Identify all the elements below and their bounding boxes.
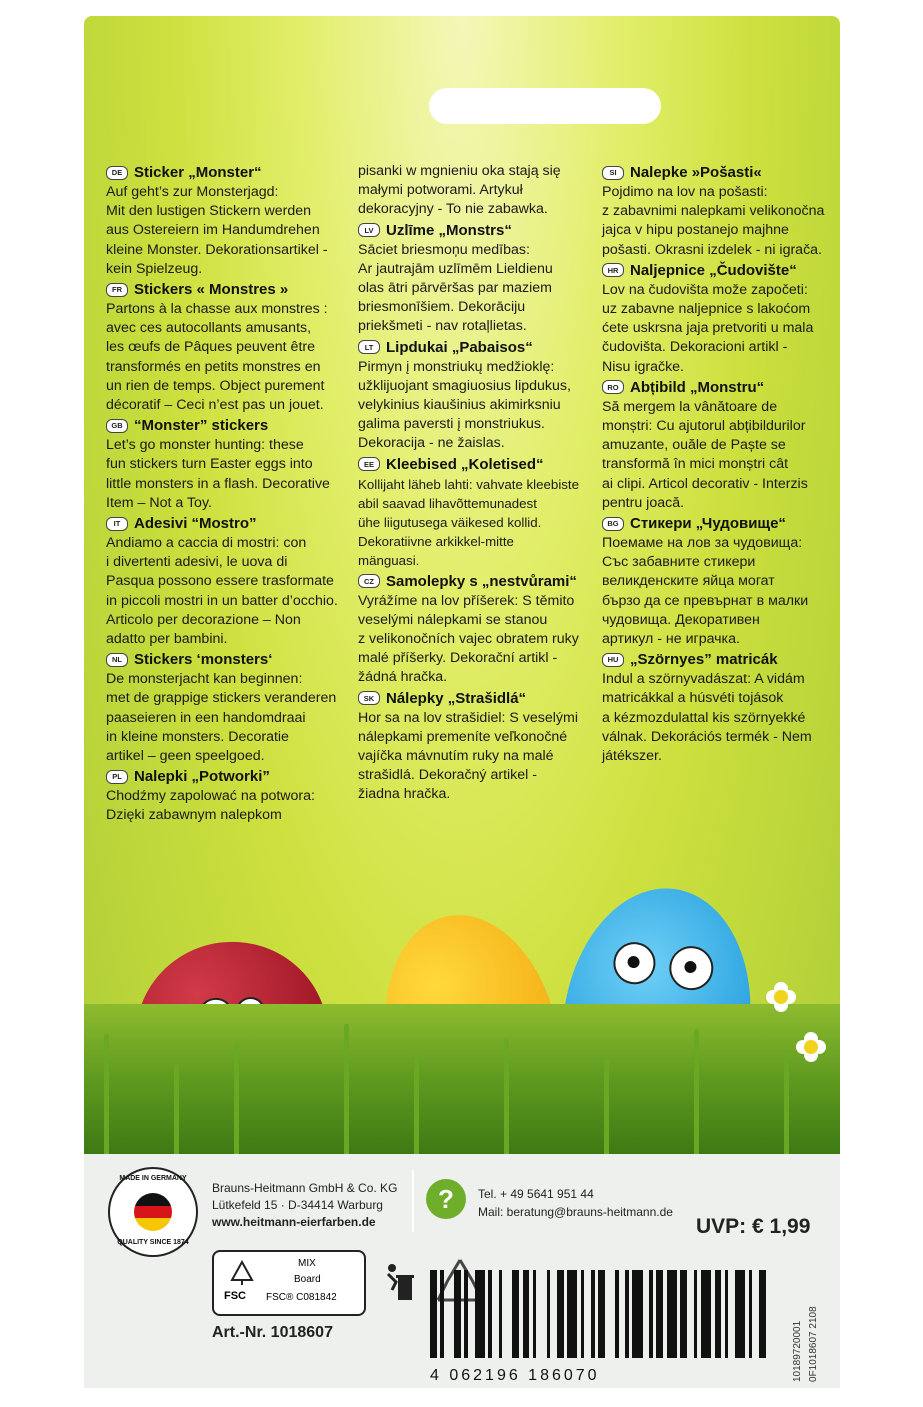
line: ai clipi. Articol decorativ - Interzis: [602, 475, 808, 492]
line: Articolo per decorazione – Non: [106, 611, 301, 628]
line: ühe liigutusega väikesed kollid.: [358, 515, 542, 531]
section-si: [602, 162, 854, 260]
barcode-bar: [536, 1270, 546, 1358]
line: užklijuojant smagiuosius lipdukus,: [358, 377, 571, 394]
barcode-bar: [735, 1270, 745, 1358]
line: a kézmozdulattal kis szörnyekké: [602, 709, 806, 726]
section-title: Uzlīme „Monstrs“: [386, 221, 512, 239]
lang-badge: FR: [106, 283, 128, 297]
section-cz: [358, 571, 610, 688]
barcode-bar: [728, 1270, 735, 1358]
line: žádná hračka.: [358, 669, 448, 686]
barcode-bar: [619, 1270, 626, 1358]
text-column-2: [358, 162, 610, 805]
section-bg: [602, 513, 854, 649]
section-title: Lipdukai „Pabaisos“: [386, 338, 533, 356]
line: Dzięki zabawnym nalepkom: [106, 807, 282, 824]
contact-phone: Tel. + 49 5641 951 44: [478, 1187, 594, 1201]
line: abil saavad lihavõttemunadest: [358, 495, 537, 511]
section-title: Stickers « Monstres »: [134, 281, 289, 299]
lang-badge: BG: [602, 517, 624, 531]
section-pl-cont: [358, 162, 610, 220]
line: mänguasi.: [358, 553, 420, 569]
seal-bottom-text: QUALITY SINCE 1874: [117, 1239, 189, 1246]
fsc-label: [212, 1250, 366, 1316]
side-code-1: 10189720001: [792, 1320, 803, 1382]
company-name: Brauns-Heitmann GmbH & Co. KG: [212, 1181, 398, 1195]
line: Să mergem la vânătoare de: [602, 398, 778, 415]
daisy-icon: [774, 990, 788, 1004]
trash-bin-icon: [384, 1262, 414, 1302]
fsc-mix: MIX: [298, 1258, 316, 1269]
barcode-bar: [643, 1270, 650, 1358]
line: Chodźmy zapolować na potwora:: [106, 788, 315, 805]
line: artikel – geen speelgoed.: [106, 748, 265, 765]
barcode-bar: [759, 1270, 766, 1358]
side-code-2: 0F1018607 2108: [808, 1306, 819, 1382]
barcode-bar: [567, 1270, 577, 1358]
line: Kollijaht läheb lahti: vahvate kleebiste: [358, 476, 580, 492]
line: vajíčka mávnutím ruky na malé: [358, 748, 554, 765]
price-label: UVP: € 1,99: [696, 1215, 811, 1238]
line: великденските яйца могат: [602, 573, 775, 590]
line: olas ātri pārvēršas par maziem: [358, 280, 552, 297]
line: Pasqua possono essere trasformate: [106, 573, 334, 590]
line: briesmonīšiem. Dekorāciju: [358, 299, 526, 316]
section-sk: [358, 688, 610, 805]
lang-badge: SK: [358, 691, 380, 705]
lang-badge: HR: [602, 263, 624, 277]
section-title: “Monster” stickers: [134, 417, 269, 435]
line: Lov na čudovišta može započeti:: [602, 281, 808, 298]
section-de: [106, 162, 358, 279]
section-nl: [106, 649, 358, 766]
seal-top-text: MADE IN GERMANY: [119, 1175, 187, 1182]
line: malé příšerky. Dekorační artikl -: [358, 650, 558, 667]
section-lv: [358, 220, 610, 337]
barcode-bar: [512, 1270, 519, 1358]
barcode-bar: [523, 1270, 530, 1358]
line: met de grappige stickers veranderen: [106, 690, 337, 707]
line: Auf geht’s zur Monsterjagd:: [106, 184, 279, 200]
section-title: Stickers ‘monsters‘: [134, 651, 273, 669]
barcode-bar: [605, 1270, 615, 1358]
hang-hole: [429, 88, 661, 124]
eye-icon: [611, 939, 658, 986]
line: Ar jautrajām uzlīmēm Lieldienu: [358, 260, 553, 277]
line: válnak. Dekorációs termék - Nem: [602, 728, 812, 745]
company-website[interactable]: www.heitmann-eierfarben.de: [212, 1215, 376, 1229]
section-title: Naljepnice „Čudovište“: [630, 261, 797, 279]
barcode-bar: [752, 1270, 759, 1358]
line: avec ces autocollants amusants,: [106, 320, 312, 337]
line: Indul a szörnyvadászat: A vidám: [602, 671, 805, 688]
barcode-bar: [557, 1270, 564, 1358]
line: paaseieren in een handomdraai: [106, 709, 306, 726]
line: Pojdimo na lov na pošasti:: [602, 184, 768, 200]
fsc-logo-text: FSC: [224, 1290, 246, 1302]
line: Dekoracija - ne žaislas.: [358, 435, 505, 452]
section-it: [106, 513, 358, 649]
line: aus Ostereiern im Handumdrehen: [106, 222, 320, 239]
barcode-bar: [656, 1270, 663, 1358]
fsc-board: Board: [294, 1274, 321, 1285]
text-column-3: [602, 162, 854, 766]
line: monștri: Cu ajutorul abțibildurilor: [602, 418, 806, 435]
section-gb: [106, 415, 358, 513]
lang-badge: PL: [106, 770, 128, 784]
fsc-code: FSC® C081842: [266, 1292, 337, 1303]
line: in piccoli mostri in un batter d’occhio.: [106, 592, 338, 609]
section-lt: [358, 337, 610, 454]
line: les œufs de Pâques peuvent être: [106, 339, 315, 356]
line: z zabavnimi nalepkami velikonočna: [602, 203, 825, 220]
section-ee: [358, 454, 610, 571]
grass: [84, 1004, 840, 1154]
line: priekšmeti - nav rotaļlietas.: [358, 318, 527, 335]
monster-eggs-illustration: [84, 880, 840, 1154]
section-title: Kleebised „Koletised“: [386, 455, 544, 473]
line: Nisu igračke.: [602, 358, 685, 375]
line: Hor sa na lov strašidiel: S veselými: [358, 709, 578, 726]
barcode-bar: [667, 1270, 677, 1358]
tree-icon: [226, 1260, 258, 1286]
section-title: „Szörnyes” matricák: [630, 651, 778, 669]
line: Let’s go monster hunting: these: [106, 437, 304, 454]
line: Mit den lustigen Stickern werden: [106, 203, 312, 220]
help-icon: ?: [426, 1179, 466, 1219]
lang-badge: RO: [602, 380, 624, 394]
line: játékszer.: [602, 748, 662, 765]
barcode-bar: [701, 1270, 711, 1358]
line: adatto per bambini.: [106, 631, 228, 648]
barcode-bar: [430, 1270, 437, 1358]
section-pl: [106, 766, 358, 825]
line: décoratif – Ceci n’est pas un jouet.: [106, 397, 324, 414]
line: un rien de temps. Object purement: [106, 377, 325, 394]
section-title: Sticker „Monster“: [134, 164, 262, 181]
barcode-bar: [454, 1270, 461, 1358]
line: strašidlá. Dekoračný artikel -: [358, 767, 537, 784]
line: артикул - не играчка.: [602, 631, 740, 648]
lang-badge: CZ: [358, 574, 380, 588]
line: Partons à la chasse aux monstres :: [106, 301, 328, 318]
section-title: Nálepky „Strašidlá“: [386, 689, 527, 707]
section-hr: [602, 260, 854, 377]
line: galima paversti į monstriukus.: [358, 416, 545, 433]
line: чудовища. Декоративен: [602, 611, 760, 628]
daisy-icon: [804, 1040, 818, 1054]
line: pošasti. Okrasni izdelek - ni igrača.: [602, 241, 822, 258]
barcode-bar: [492, 1270, 499, 1358]
lang-badge: EE: [358, 457, 380, 471]
section-title: Nalepke »Pošasti«: [630, 164, 762, 181]
line: pentru joacă.: [602, 494, 685, 511]
section-title: Abțibild „Monstru“: [630, 378, 765, 396]
line: dekoracyjny - To nie zabawka.: [358, 201, 548, 218]
section-title: Nalepki „Potworki”: [134, 768, 270, 786]
line: in kleine monsters. Decoratie: [106, 728, 289, 745]
section-title: Adesivi “Mostro”: [134, 515, 257, 533]
line: Andiamo a caccia di mostri: con: [106, 535, 307, 552]
line: Item – Not a Toy.: [106, 494, 212, 511]
section-title: Стикери „Чудовище“: [630, 515, 786, 533]
lang-badge: GB: [106, 419, 128, 433]
made-in-germany-seal: [108, 1167, 198, 1257]
barcode: [430, 1270, 770, 1364]
barcode-bars: [430, 1270, 770, 1308]
lang-badge: IT: [106, 517, 128, 531]
barcode-bar: [550, 1270, 557, 1358]
divider: [412, 1170, 414, 1232]
line: pisanki w mgnieniu oka stają się: [358, 163, 561, 179]
line: little monsters in a flash. Decorative: [106, 475, 330, 492]
contact-mail[interactable]: Mail: beratung@brauns-heitmann.de: [478, 1205, 673, 1219]
line: uz zabavne naljepnice s lakoćom: [602, 301, 811, 318]
section-hu: [602, 649, 854, 766]
barcode-bar: [687, 1270, 694, 1358]
line: čudovišta. Dekoracioni artikl -: [602, 339, 788, 356]
lang-badge: HU: [602, 653, 624, 667]
line: z velikonočních vajec obratem ruky: [358, 631, 579, 648]
company-address: Lütkefeld 15 · D-34414 Warburg: [212, 1198, 383, 1212]
barcode-number: 4 062196 186070: [430, 1367, 600, 1384]
lang-badge: NL: [106, 653, 128, 667]
line: nálepkami premeníte veľkonočné: [358, 728, 568, 745]
barcode-bar: [444, 1270, 454, 1358]
barcode-bar: [475, 1270, 485, 1358]
section-title: Samolepky s „nestvůrami“: [386, 572, 577, 590]
line: velykinius kiaušinius akimirksniu: [358, 397, 561, 414]
line: žiadna hračka.: [358, 786, 451, 803]
text-column-1: [106, 162, 358, 826]
line: Pirmyn į monstriukų medžioklę:: [358, 358, 555, 375]
line: i divertenti adesivi, le uova di: [106, 554, 288, 571]
barcode-bar: [468, 1270, 475, 1358]
line: Със забавните стикери: [602, 554, 756, 571]
line: ćete uskrsna jaja pretvoriti u mala: [602, 320, 814, 337]
line: Dekoratiivne arkikkel-mitte: [358, 534, 514, 550]
barcode-bar: [584, 1270, 591, 1358]
line: fun stickers turn Easter eggs into: [106, 456, 313, 473]
line: De monsterjacht kan beginnen:: [106, 671, 303, 688]
line: Vyrážíme na lov příšerek: S těmito: [358, 592, 575, 609]
section-ro: [602, 377, 854, 513]
eye-icon: [666, 943, 716, 993]
line: transformés en petits monstres en: [106, 358, 321, 375]
line: jajca v hipu postanejo majhne: [602, 222, 789, 239]
lang-badge: LV: [358, 223, 380, 237]
section-fr: [106, 279, 358, 415]
line: veselými nálepkami se stanou: [358, 611, 548, 628]
article-number: Art.-Nr. 1018607: [212, 1324, 333, 1341]
line: бързо да се превърнат в малки: [602, 592, 809, 609]
line: Sāciet briesmoņu medības:: [358, 241, 530, 258]
line: amuzante, ouăle de Paște se: [602, 437, 786, 454]
barcode-bar: [598, 1270, 605, 1358]
line: matricákkal a húsvéti tojások: [602, 690, 784, 707]
lang-badge: SI: [602, 166, 624, 180]
lang-badge: DE: [106, 166, 128, 180]
line: Поемаме на лов за чудовища:: [602, 535, 803, 552]
line: kleine Monster. Dekorationsartikel -: [106, 241, 328, 258]
barcode-bar: [680, 1270, 687, 1358]
german-flag-icon: [134, 1193, 172, 1231]
barcode-bar: [632, 1270, 642, 1358]
lang-badge: LT: [358, 340, 380, 354]
line: transformă în mici monștri cât: [602, 456, 789, 473]
barcode-bar: [502, 1270, 512, 1358]
line: małymi potworami. Artykuł: [358, 182, 523, 199]
barcode-bar: [766, 1270, 769, 1358]
line: kein Spielzeug.: [106, 260, 203, 277]
barcode-bar: [715, 1270, 722, 1358]
